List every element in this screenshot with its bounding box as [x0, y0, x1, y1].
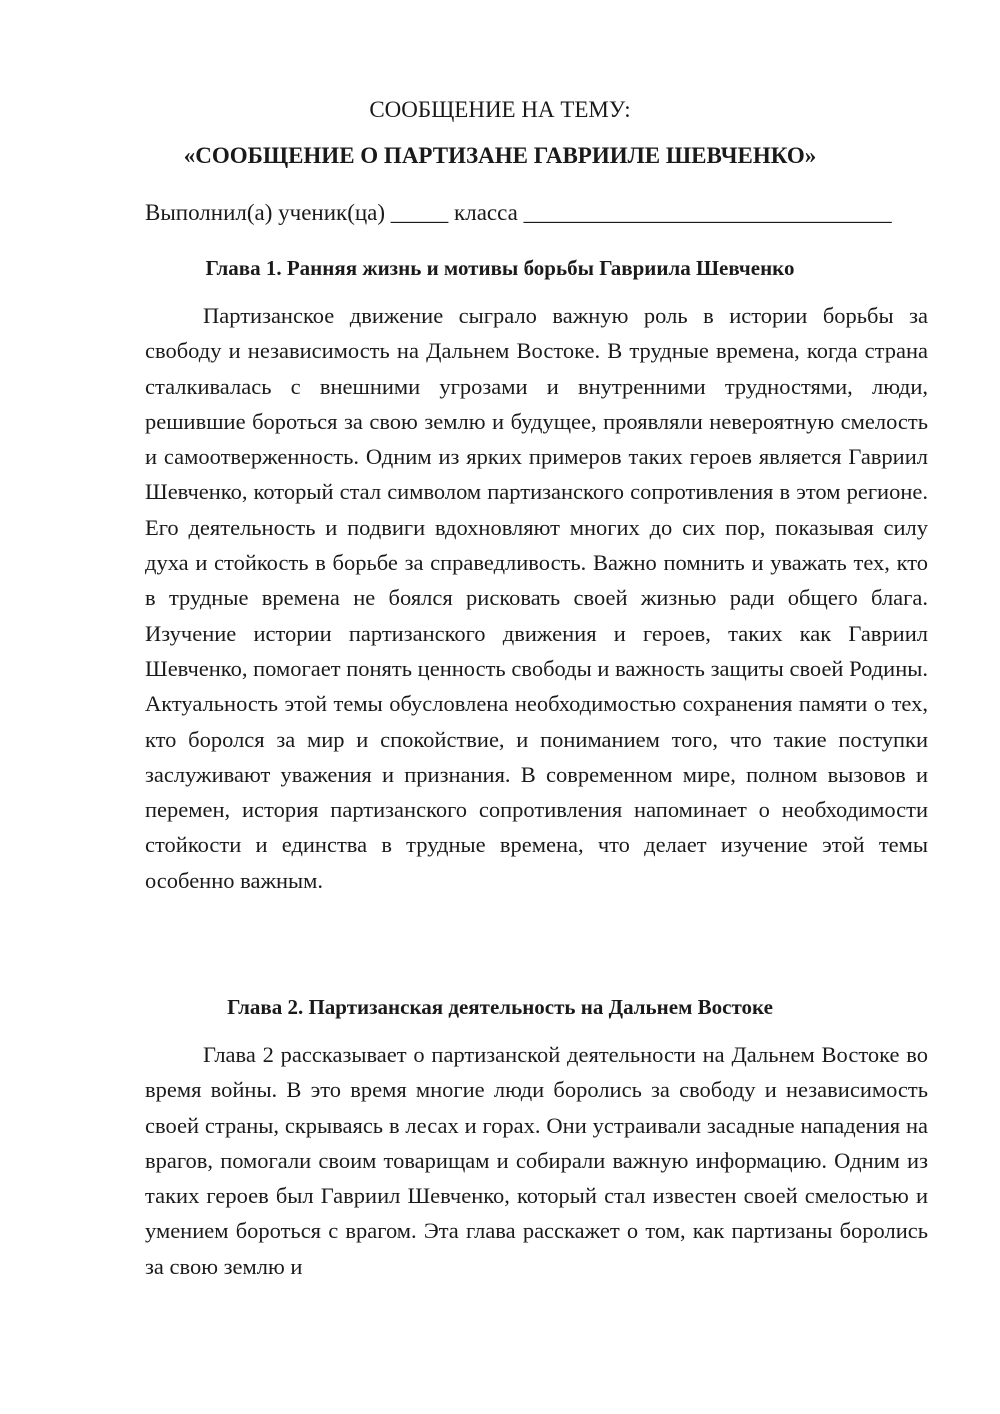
chapter-2-heading: Глава 2. Партизанская деятельность на Дальнем Востоке	[227, 995, 773, 1019]
document-title: «СООБЩЕНИЕ О ПАРТИЗАНЕ ГАВРИИЛЕ ШЕВЧЕНКО»	[183, 143, 817, 168]
chapter-2-paragraph: Глава 2 рассказывает о партизанской деятельности на Дальнем Востоке во время войны. В это время многие люди боролись за свободу и независимость своей страны, скрываясь в лесах и горах. Они устраивали засадные нападения на врагов, помогали своим товарищам и собирали важную информацию. Одним из таких героев был Гавриил Шевченко, который стал известен своей смелостью и умением бороться с врагом. Эта глава расскажет о том, как партизаны боролись за свою землю и	[145, 1042, 928, 1279]
chapter-1-heading: Глава 1. Ранняя жизнь и мотивы борьбы Гавриила Шевченко	[205, 256, 795, 280]
document-header-topic: СООБЩЕНИЕ НА ТЕМУ:	[369, 97, 631, 122]
chapter-1-paragraph: Партизанское движение сыграло важную роль в истории борьбы за свободу и независимость на Дальнем Востоке. В трудные времена, когда страна сталкивалась с внешними угрозами и внутренними трудностями, люди, решившие бороться за свою землю и будущее, проявляли невероятную смелость и самоотверженность. Одним из ярких примеров таких героев является Гавриил Шевченко, который стал символом партизанского сопротивления в этом регионе. Его деятельность и подвиги вдохновляют многих до сих пор, показывая силу духа и стойкость в борьбе за справедливость. Важно помнить и уважать тех, кто в трудные времена не боялся рисковать своей жизнью ради общего блага. Изучение истории партизанского движения и героев, таких как Гавриил Шевченко, помогает понять ценность свободы и важность защиты своей Родины. Актуальность этой темы обусловлена необходимостью сохранения памяти о тех, кто боролся за мир и спокойствие, и пониманием того, что такие поступки заслуживают уважения и признания. В современном мире, полном вызовов и перемен, история партизанского сопротивления напоминает о необходимости стойкости и единства в трудные времена, что делает изучение этой темы особенно важным.	[145, 303, 928, 893]
author-line: Выполнил(а) ученик(ца) _____ класса ________________________________	[145, 200, 892, 225]
